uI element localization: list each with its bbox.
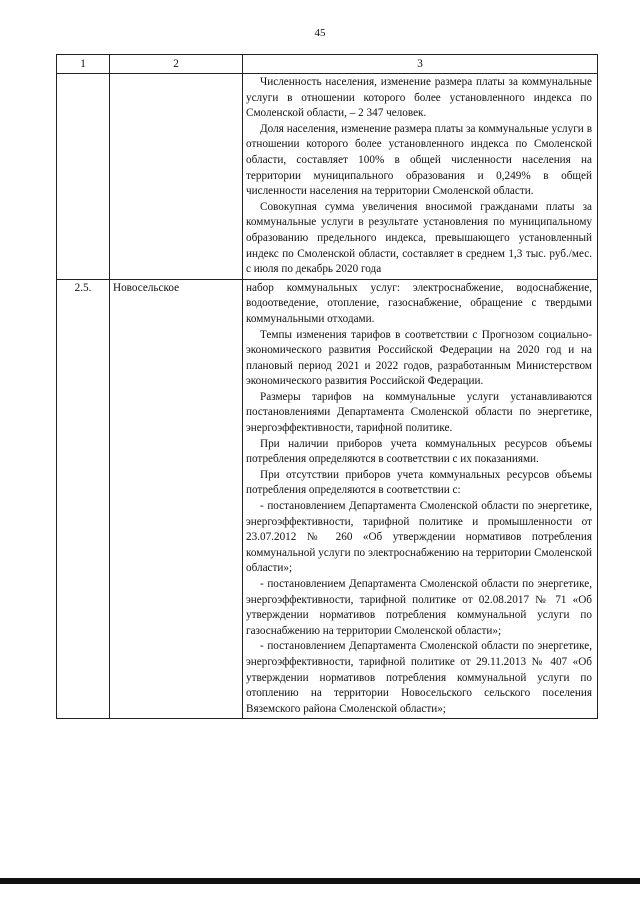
document-table [56,54,598,719]
paragraph: При наличии приборов учета коммунальных ресурсов объемы потребления определяются в соответствии с их показаниями. [246,437,592,466]
paragraph: Доля населения, изменение размера платы за коммунальные услуги в отношении которого более установленного индекса по Смоленской области, составляет 100% в общей численности населения на территории муниципального образования и 0,249% в общей численности населения на территории Смоленской области. [246,122,592,198]
column-header-1: 1 [57,55,110,74]
column-header-3: 3 [243,55,598,74]
description-cell [243,279,598,719]
description-cell [243,74,598,280]
municipality-name: Новосельское [110,279,243,719]
paragraph: Размеры тарифов на коммунальные услуги устанавливаются постановлениями Департамента Смоленской области по энергетике, энергоэффективности, тарифной политике. [246,390,592,435]
municipality-name [110,74,243,280]
row-number [57,74,110,280]
table-row [57,74,598,280]
paragraph: - постановлением Департамента Смоленской области по энергетике, энергоэффективности, тарифной политике от 29.11.2013 № 407 «Об утверждении нормативов потребления коммунальной услуги по отоплению на территории Новосельского сельского поселения Вяземского района Смоленской области»; [246,640,592,715]
table-row [57,279,598,719]
paragraph: Совокупная сумма увеличения вносимой гражданами платы за коммунальные услуги в результате установления по муниципальному образованию предельного индекса, превышающего установленный индекс по Смоленской области, составляет в среднем 1,3 тыс. руб./мес. с июля по декабрь 2020 года [246,200,592,276]
page-number: 45 [314,27,326,39]
paragraph: - постановлением Департамента Смоленской области по энергетике, энергоэффективности, тарифной политике от 02.08.2017 № 71 «Об утверждении нормативов потребления коммунальной услуги по газоснабжению на территории Смоленской области»; [246,578,592,637]
paragraph: набор коммунальных услуг: электроснабжение, водоснабжение, водоотведение, отопление, газоснабжение, обращение с твердыми коммунальными отходами. [246,281,592,325]
paragraph: Численность населения, изменение размера платы за коммунальные услуги в отношении которого более установленного индекса по Смоленской области, – 2 347 человек. [246,76,592,120]
column-header-2: 2 [110,55,243,74]
paragraph: - постановлением Департамента Смоленской области по энергетике, энергоэффективности, тарифной политике и промышленности от 23.07.2012 № 260 «Об утверждении нормативов потребления коммунальной услуги по электроснабжению на территории Смоленской области»; [246,500,592,575]
row-number: 2.5. [57,279,110,719]
paragraph: При отсутствии приборов учета коммунальных ресурсов объемы потребления определяются в соответствии с: [246,468,592,497]
paragraph: Темпы изменения тарифов в соответствии с Прогнозом социально-экономического развития Российской Федерации на 2020 год и на плановый период 2021 и 2022 годов, разработанным Министерством экономического развития Российской Федерации. [246,328,592,388]
page-bottom-bar [0,878,640,884]
table-header-row [57,55,598,74]
